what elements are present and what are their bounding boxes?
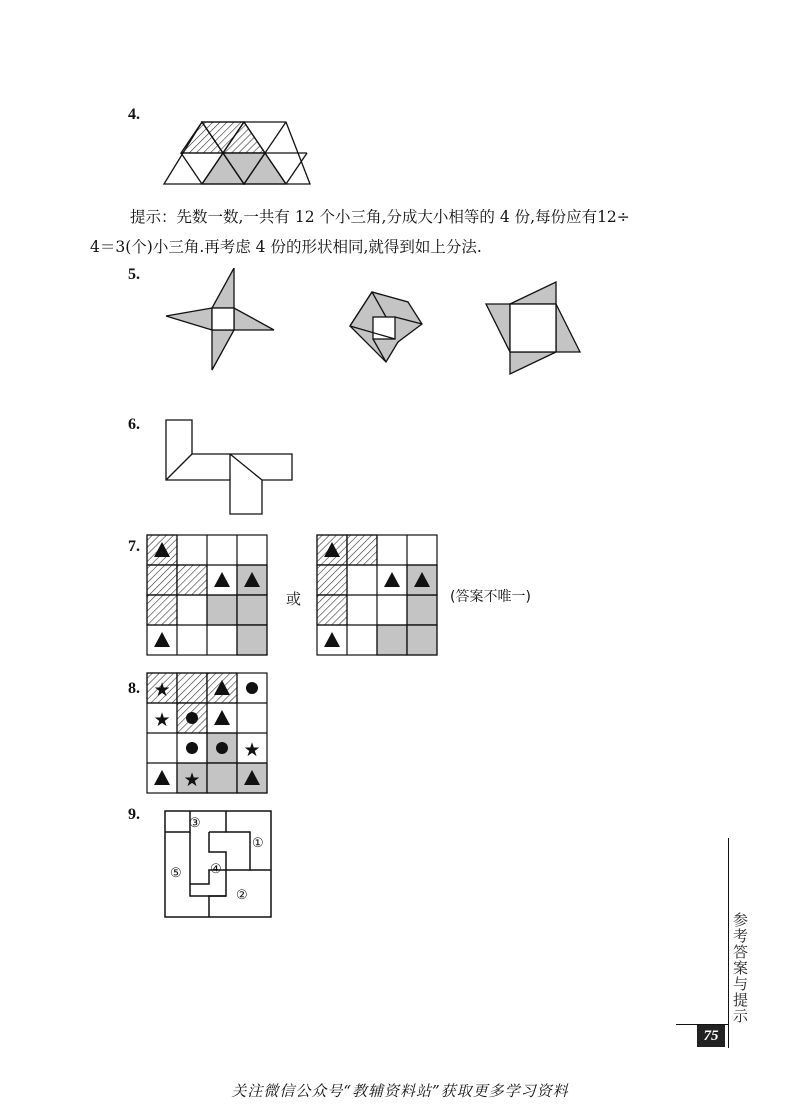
- piece-5-label: ⑤: [170, 866, 182, 881]
- framed-square-figure: [350, 292, 422, 362]
- problem-6-number: 6.: [128, 416, 140, 433]
- sidebar-section-label: 参考答案与提示: [731, 912, 749, 1024]
- sidebar-rule: [728, 838, 729, 1048]
- svg-text:★: ★: [153, 679, 171, 701]
- problem-5-figures: [160, 268, 590, 390]
- problem-9-number: 9.: [128, 806, 140, 823]
- problem-8-grid: [146, 672, 270, 796]
- hint-line-2: 4＝3(个)小三角.再考虑 4 份的形状相同,就得到如上分法.: [90, 238, 482, 256]
- footer-watermark: 关注微信公众号“教辅资料站”获取更多学习资料: [231, 1082, 569, 1100]
- svg-text:★: ★: [243, 739, 261, 761]
- piece-4-label: ④: [210, 862, 222, 877]
- problem-6-figure: [160, 418, 300, 518]
- answer-not-unique-note: (答案不唯一): [450, 589, 531, 605]
- problem-7-number: 7.: [128, 538, 140, 555]
- piece-1-label: ①: [252, 836, 264, 851]
- problem-4-number: 4.: [128, 106, 140, 123]
- piece-2-label: ②: [236, 888, 248, 903]
- square-triangles-figure: [486, 282, 580, 374]
- problem-7-grid-b: [316, 534, 440, 658]
- problem-8-number: 8.: [128, 680, 140, 697]
- problem-7-grid-a: [146, 534, 270, 658]
- svg-text:★: ★: [183, 769, 201, 791]
- hint-line-1: 提示：先数一数,一共有 12 个小三角,分成大小相等的 4 份,每份应有12÷: [130, 208, 630, 226]
- problem-4-trapezoid-figure: [160, 118, 315, 190]
- or-text: 或: [286, 590, 302, 608]
- svg-text:★: ★: [153, 709, 171, 731]
- piece-3-label: ③: [189, 816, 201, 831]
- pinwheel-figure: [166, 268, 274, 370]
- page-number: 75: [697, 1025, 725, 1047]
- problem-5-number: 5.: [128, 266, 140, 283]
